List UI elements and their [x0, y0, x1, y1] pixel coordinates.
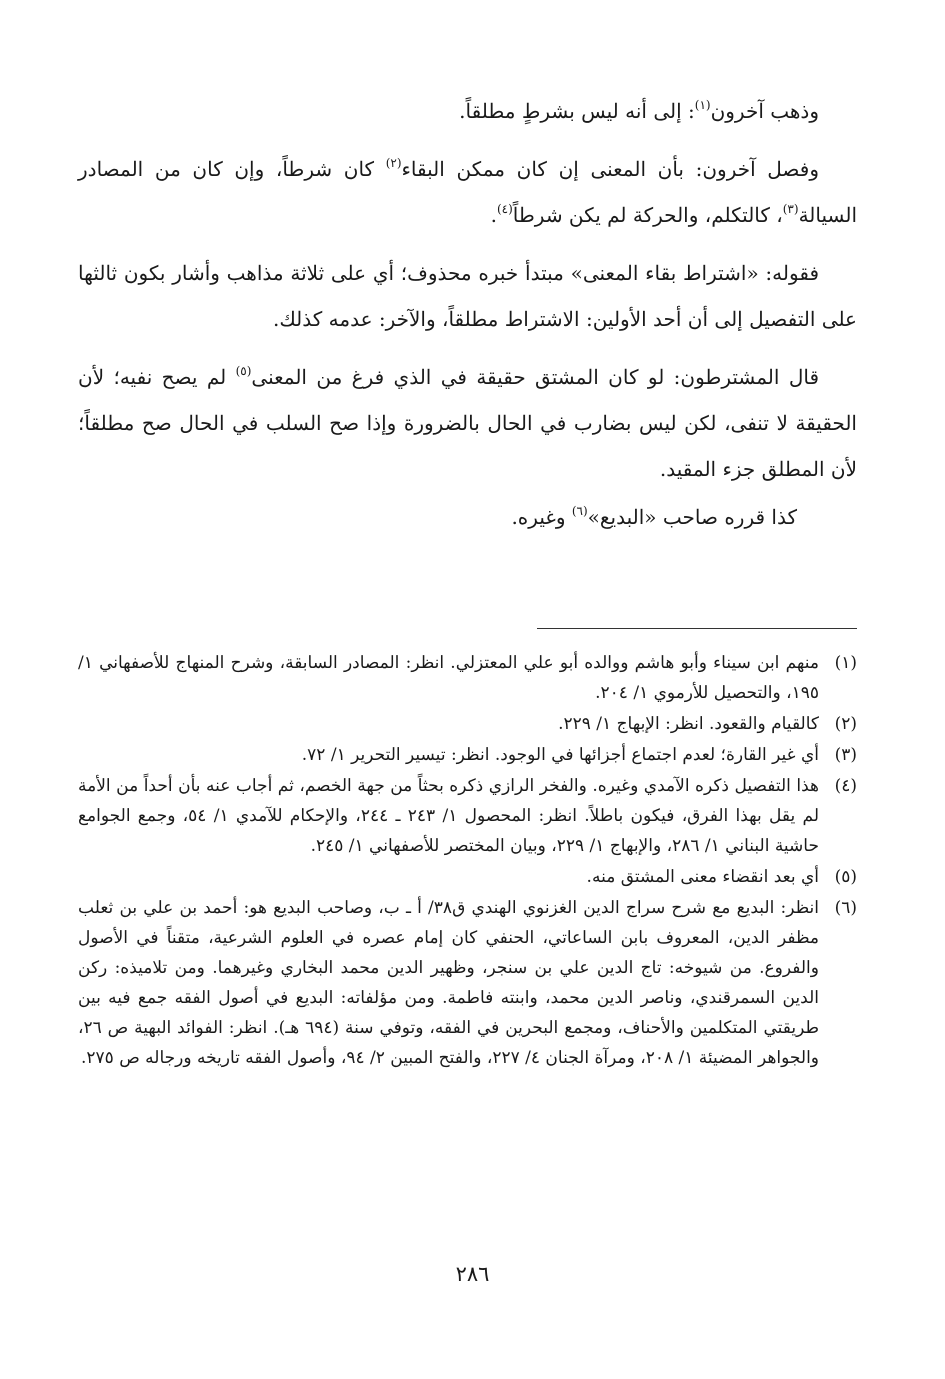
paragraph-2-text-d: . — [490, 203, 497, 227]
footnote-ref-5: (٥) — [235, 364, 252, 378]
footnote-text: انظر: البديع مع شرح سراج الدين الغزنوي الهندي ق٣٨/ أ ـ ب، وصاحب البديع هو: أحمد بن علي بن ثعلب مظفر الدين، المعروف بابن الساعاتي، الحنفي كان إمام عصره في العلوم الشرعية، متقناً في الأصول والفروع. من شيوخه: تاج الدين علي بن سنجر، وظهير الدين محمد البخاري وغيرهما. ومن تلاميذه: ركن الدين السمرقندي، وناصر الدين محمد، وابنته فاطمة. ومن مؤلفاته: البديع في أصول الفقه جمع فيه بين طريقتي المتكلمين والأحناف، ومجمع البحرين في الفقه، وتوفي سنة (٦٩٤ هـ). انظر: الفوائد البهية ص ٢٦، والجواهر المضيئة ١/ ٢٠٨، ومرآة الجنان ٤/ ٢٢٧، والفتح المبين ٢/ ٩٤، وأصول الفقه تاريخه ورجاله ص ٢٧٥. — [78, 898, 820, 1068]
footnote-text: هذا التفصيل ذكره الآمدي وغيره. والفخر الرازي ذكره بحثاً من جهة الخصم، ثم أجاب عنه بأن أحداً من الأمة لم يقل بهذا الفرق، فيكون باطلاً. انظر: المحصول ١/ ٢٤٣ ـ ٢٤٤، والإحكام للآمدي ١/ ٥٤، وجمع الجوامع حاشية البناني ١/ ٢٨٦، والإبهاج ١/ ٢٢٩، وبيان المختصر للأصفهاني ١/ ٢٤٥. — [78, 776, 819, 856]
paragraph-4-text-a: قال المشترطون: لو كان المشتق حقيقة في الذي فرغ من المعنى — [251, 365, 820, 389]
footnote-ref-4: (٤) — [496, 202, 513, 216]
paragraph-3: فقوله: «اشتراط بقاء المعنى» مبتدأ خبره محذوف؛ أي على ثلاثة مذاهب وأشار بكون ثالثها على التفصيل إلى أن أحد الأولين: الاشتراط مطلقاً، والآخر: عدمه كذلك. — [78, 261, 857, 331]
footnotes — [78, 648, 857, 1074]
paragraph-4-text-b: لم يصح نفيه؛ لأن الحقيقة لا تنفى، لكن ليس بضارب في الحال بالضرورة وإذا صح السلب في الحال صح مطلقاً؛ لأن المطلق جزء المقيد. — [78, 365, 857, 481]
paragraph-5-text-end: وغيره. — [511, 505, 572, 529]
paragraph-2 — [78, 146, 857, 238]
footnote-number: (٣) — [834, 745, 857, 765]
footnote-text: أي غير القارة؛ لعدم اجتماع أجزائها في الوجود. انظر: تيسير التحرير ١/ ٧٢. — [301, 745, 819, 765]
page-number: ٢٨٦ — [455, 1262, 490, 1286]
footnote-number: (١) — [834, 653, 857, 673]
footnote-5 — [78, 862, 857, 892]
paragraph-1-text: وذهب آخرون — [710, 99, 819, 123]
footnote-number: (٥) — [834, 867, 857, 887]
footnote-4 — [78, 771, 857, 861]
footnote-text: أي بعد انقضاء معنى المشتق منه. — [586, 867, 819, 887]
footnote-3 — [78, 740, 857, 770]
footnote-1 — [78, 648, 857, 708]
footnote-separator — [537, 628, 857, 629]
footnote-ref-2: (٢) — [385, 156, 402, 170]
footnote-text: منهم ابن سيناء وأبو هاشم ووالده أبو علي المعتزلي. انظر: المصادر السابقة، وشرح المنهاج للأصفهاني ١/ ١٩٥، والتحصيل للأرموي ١/ ٢٠٤. — [78, 653, 819, 703]
footnote-number: (٢) — [834, 714, 857, 734]
paragraph-5 — [78, 494, 857, 540]
paragraph-2-text-c: ، كالتكلم، والحركة لم يكن شرطاً — [512, 203, 783, 227]
paragraph-1 — [78, 88, 857, 134]
footnote-6 — [78, 893, 857, 1073]
paragraph-5-text: كذا قرره صاحب «البديع» — [587, 505, 797, 529]
footnote-number: (٦) — [834, 898, 857, 918]
paragraph-2-text-a: وفصل آخرون: بأن المعنى إن كان ممكن البقاء — [401, 157, 819, 181]
paragraph-1-text-end: : إلى أنه ليس بشرطٍ مطلقاً. — [459, 99, 695, 123]
footnote-text: كالقيام والقعود. انظر: الإبهاج ١/ ٢٢٩. — [558, 714, 819, 734]
footnote-ref-3: (٣) — [782, 202, 799, 216]
footnote-ref-1: (١) — [694, 98, 711, 112]
footnote-ref-6: (٦) — [571, 504, 588, 518]
main-text — [78, 88, 857, 540]
paragraph-2-text-b: كان شرطاً، وإن كان من المصادر السيالة — [78, 157, 857, 227]
footnote-number: (٤) — [834, 776, 857, 796]
paragraph-4 — [78, 354, 857, 492]
footnote-2 — [78, 709, 857, 739]
